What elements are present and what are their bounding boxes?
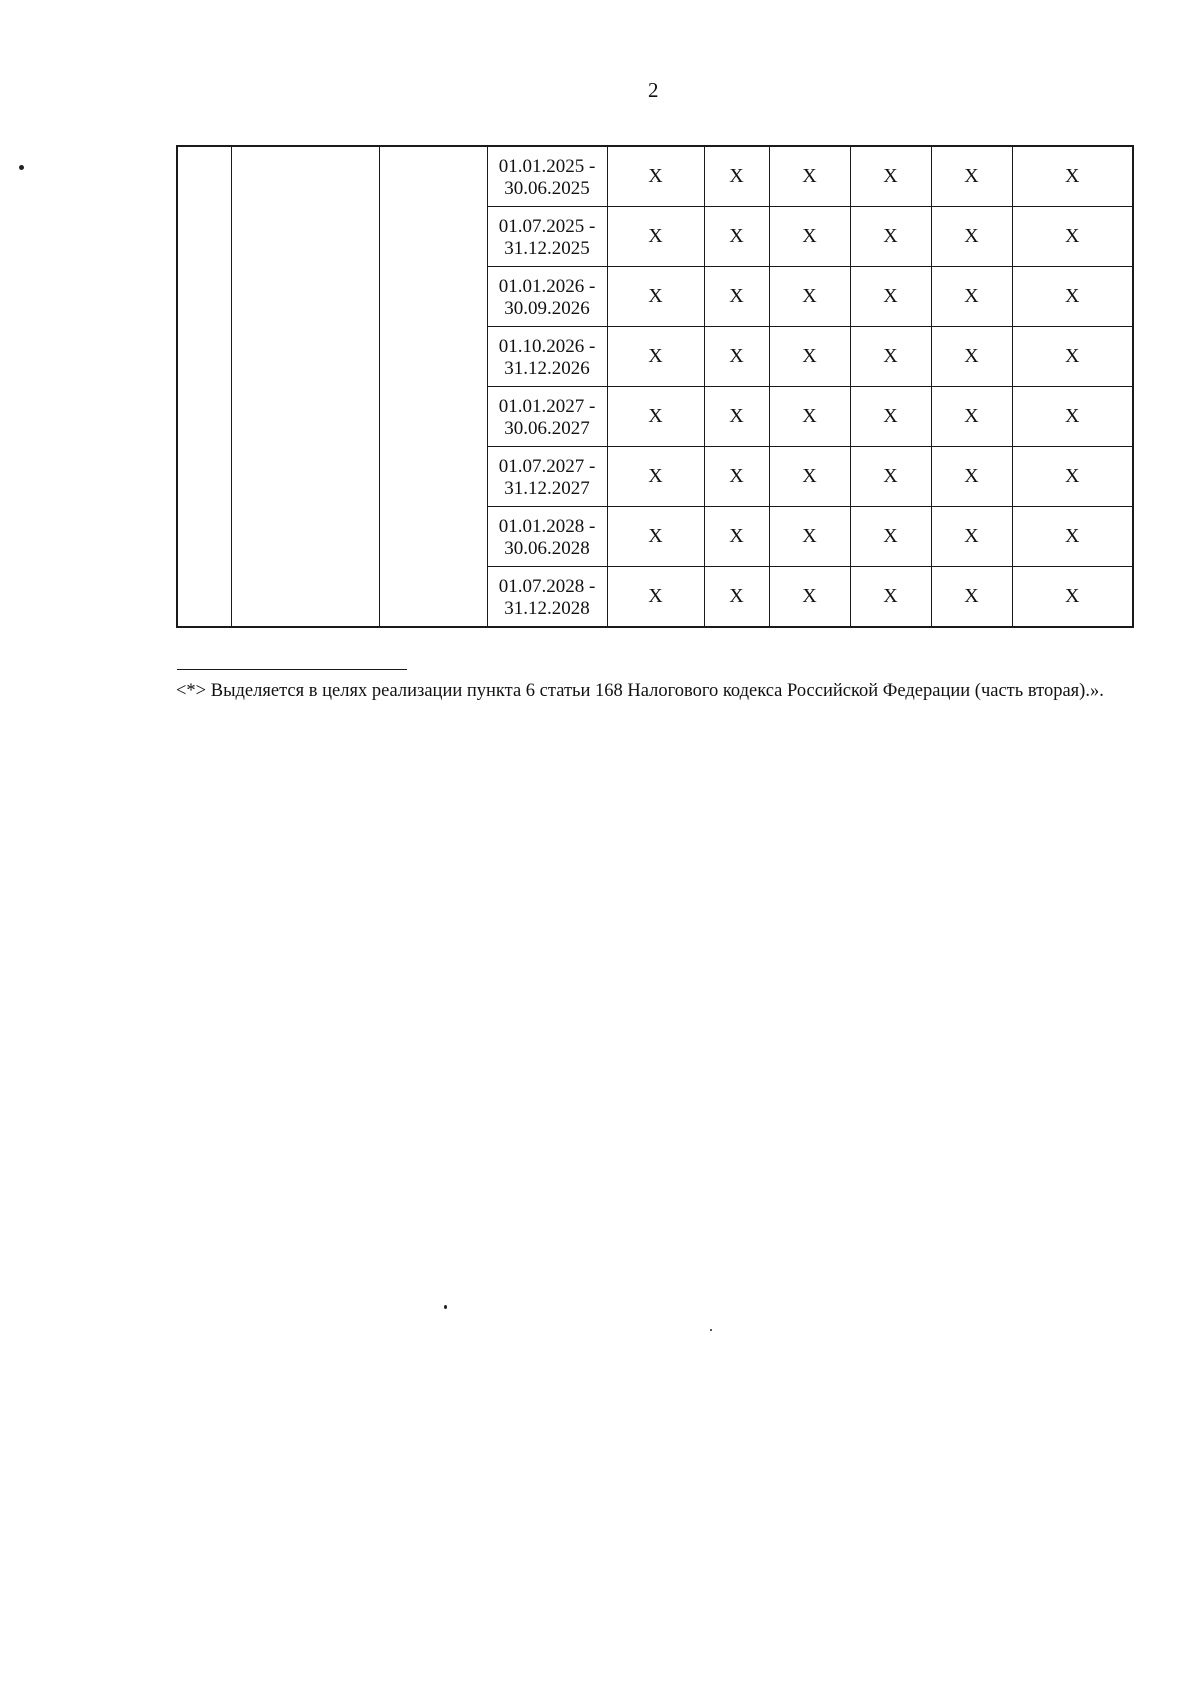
period-start: 01.10.2026 -	[498, 335, 596, 357]
period-cell	[487, 447, 607, 507]
value-cell: X	[607, 507, 704, 567]
value-cell: X	[1012, 447, 1133, 507]
value-cell: X	[931, 267, 1012, 327]
period-start: 01.01.2028 -	[498, 515, 596, 537]
value-cell: X	[607, 567, 704, 628]
value-cell: X	[607, 146, 704, 207]
value-cell: X	[769, 327, 850, 387]
value-cell: X	[769, 207, 850, 267]
empty-merged-cell	[231, 146, 379, 627]
scan-speck	[444, 1305, 447, 1309]
value-cell: X	[850, 207, 931, 267]
period-cell	[487, 146, 607, 207]
empty-merged-cell	[177, 146, 231, 627]
period-start: 01.07.2028 -	[498, 575, 596, 597]
value-cell: X	[704, 207, 769, 267]
period-end: 31.12.2025	[504, 237, 590, 259]
value-cell: X	[850, 567, 931, 628]
period-cell	[487, 327, 607, 387]
value-cell: X	[931, 567, 1012, 628]
scan-speck	[19, 165, 24, 170]
value-cell: X	[850, 447, 931, 507]
period-cell	[487, 387, 607, 447]
value-cell: X	[769, 267, 850, 327]
footnote-divider	[177, 669, 407, 670]
period-end: 31.12.2028	[504, 597, 590, 619]
period-start: 01.01.2025 -	[498, 155, 596, 177]
value-cell: X	[931, 327, 1012, 387]
page-number: 2	[648, 78, 659, 102]
value-cell: X	[769, 447, 850, 507]
value-cell: X	[704, 387, 769, 447]
period-end: 31.12.2026	[504, 357, 590, 379]
value-cell: X	[850, 267, 931, 327]
value-cell: X	[850, 387, 931, 447]
table-body	[177, 146, 1133, 627]
value-cell: X	[931, 447, 1012, 507]
period-start: 01.07.2027 -	[498, 455, 596, 477]
period-start: 01.07.2025 -	[498, 215, 596, 237]
value-cell: X	[850, 146, 931, 207]
period-cell	[487, 567, 607, 628]
value-cell: X	[769, 387, 850, 447]
value-cell: X	[607, 207, 704, 267]
value-cell: X	[1012, 507, 1133, 567]
value-cell: X	[1012, 327, 1133, 387]
period-cell	[487, 267, 607, 327]
period-start: 01.01.2026 -	[498, 275, 596, 297]
value-cell: X	[1012, 146, 1133, 207]
value-cell: X	[1012, 267, 1133, 327]
value-cell: X	[704, 267, 769, 327]
period-end: 30.06.2027	[504, 417, 590, 439]
value-cell: X	[769, 507, 850, 567]
value-cell: X	[769, 567, 850, 628]
value-cell: X	[704, 327, 769, 387]
value-cell: X	[931, 146, 1012, 207]
period-table	[176, 145, 1134, 628]
value-cell: X	[931, 507, 1012, 567]
value-cell: X	[704, 507, 769, 567]
value-cell: X	[704, 146, 769, 207]
value-cell: X	[931, 387, 1012, 447]
value-cell: X	[607, 267, 704, 327]
period-end: 30.09.2026	[504, 297, 590, 319]
footnote-text: <*> Выделяется в целях реализации пункта 6 статьи 168 Налогового кодекса Российской Федерации (часть вторая).».	[176, 681, 1104, 701]
table-row	[177, 146, 1133, 207]
period-cell	[487, 507, 607, 567]
value-cell: X	[607, 447, 704, 507]
value-cell: X	[607, 327, 704, 387]
period-end: 30.06.2025	[504, 177, 590, 199]
value-cell: X	[704, 567, 769, 628]
value-cell: X	[931, 207, 1012, 267]
value-cell: X	[850, 507, 931, 567]
scan-speck	[710, 1329, 712, 1331]
period-end: 31.12.2027	[504, 477, 590, 499]
period-cell	[487, 207, 607, 267]
value-cell: X	[704, 447, 769, 507]
value-cell: X	[607, 387, 704, 447]
value-cell: X	[1012, 387, 1133, 447]
empty-merged-cell	[379, 146, 487, 627]
period-end: 30.06.2028	[504, 537, 590, 559]
value-cell: X	[1012, 207, 1133, 267]
period-start: 01.01.2027 -	[498, 395, 596, 417]
value-cell: X	[850, 327, 931, 387]
value-cell: X	[769, 146, 850, 207]
value-cell: X	[1012, 567, 1133, 628]
